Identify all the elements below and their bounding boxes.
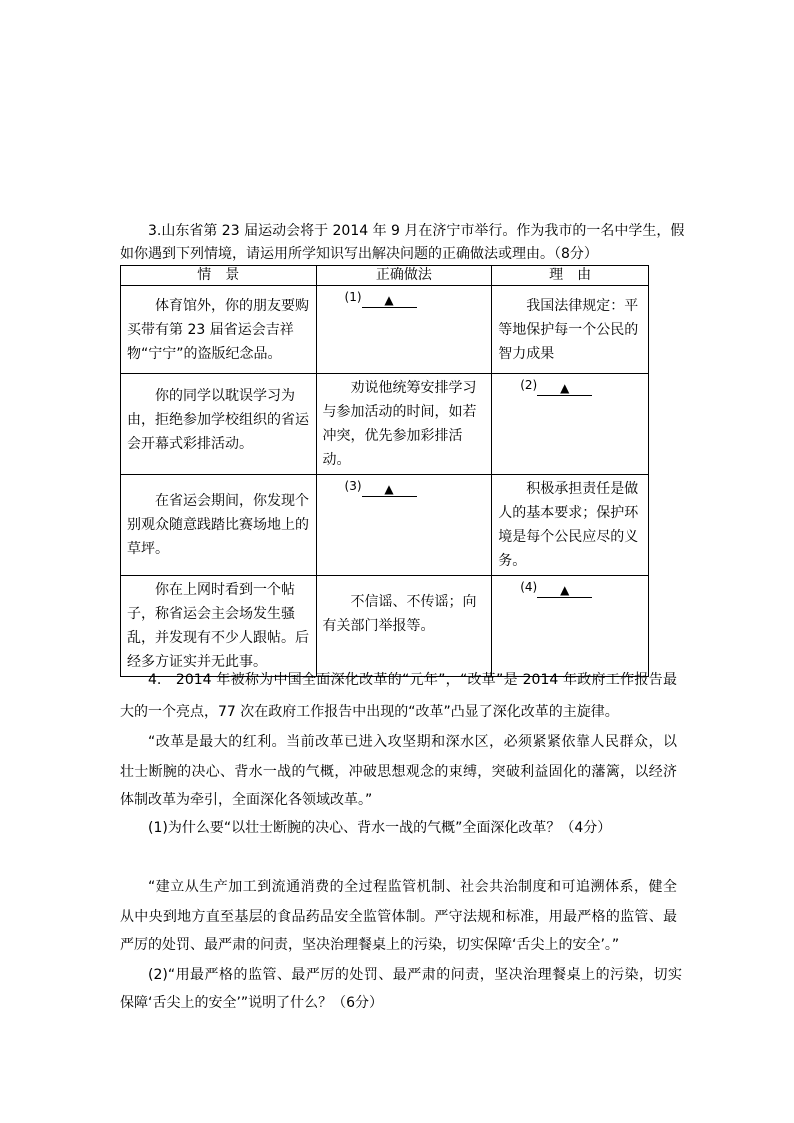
reason-cell: 积极承担责任是做人的基本要求；保护环境是每个公民应尽的义务。	[492, 475, 649, 576]
q4-line-1: 4. 2014 年被称为中国全面深化改革的“元年”，“改革”是 2014 年政府工作报告最	[148, 672, 677, 688]
table-row	[121, 374, 649, 475]
blank-number: (3)	[344, 479, 362, 493]
scene-cell: 在省运会期间，你发现个别观众随意践踏比赛场地上的草坪。	[121, 475, 317, 576]
q4-quote2-line-1: “建立从生产加工到流通消费的全过程监管机制、社会共治制度和可追溯体系，健全	[148, 879, 677, 895]
triangle-marker-icon: ▲	[362, 482, 417, 497]
method-cell: 劝说他统筹安排学习与参加活动的时间，如若冲突，优先参加彩排活动。	[316, 374, 492, 475]
q3-table	[120, 265, 649, 677]
method-cell: 不信谣、不传谣；向有关部门举报等。	[316, 576, 492, 677]
q4-quote2-line-3: 严厉的处罚、最严肃的问责，坚决治理餐桌上的污染，切实保障‘舌尖上的安全’。”	[120, 937, 620, 953]
method-blank-3[interactable]	[316, 475, 492, 576]
q3-intro-line-1: 3.山东省第 23 届运动会将于 2014 年 9 月在济宁市举行。作为我市的一名中学生，假	[148, 223, 685, 239]
q4-quote2-line-2: 从中央到地方直至基层的食品药品安全监管体制。严守法规和标准，用最严格的监管、最	[120, 909, 677, 925]
triangle-marker-icon: ▲	[362, 293, 417, 308]
blank-number: (2)	[520, 378, 538, 392]
q3-intro-line-2: 如你遇到下列情境，请运用所学知识写出解决问题的正确做法或理由。（8分）	[120, 246, 598, 262]
q4-quote-line-1: “改革是最大的红利。当前改革已进入攻坚期和深水区，必须紧紧依靠人民群众，以	[148, 734, 677, 750]
table-row	[121, 576, 649, 677]
scene-cell: 体育馆外，你的朋友要购买带有第 23 届省运会吉祥物“宁宁”的盗版纪念品。	[121, 286, 317, 374]
blank-number: (1)	[344, 290, 362, 304]
table-row	[121, 475, 649, 576]
q4-subquestion-2-cont: 保障‘舌尖上的安全’”说明了什么？（6分）	[120, 995, 384, 1011]
scene-cell: 你的同学以耽误学习为由，拒绝参加学校组织的省运会开幕式彩排活动。	[121, 374, 317, 475]
q4-subquestion-2: (2)“用最严格的监管、最严厉的处罚、最严肃的问责，坚决治理餐桌上的污染，切实	[148, 967, 682, 983]
triangle-marker-icon: ▲	[537, 583, 592, 598]
reason-cell: 我国法律规定：平等地保护每一个公民的智力成果	[492, 286, 649, 374]
triangle-marker-icon: ▲	[537, 381, 592, 396]
scene-cell: 你在上网时看到一个帖子，称省运会主会场发生骚乱，并发现有不少人跟帖。后经多方证实并无此事。	[121, 576, 317, 677]
method-blank-1[interactable]	[316, 286, 492, 374]
reason-blank-4[interactable]	[492, 576, 649, 677]
header-scene: 情 景	[121, 266, 317, 286]
table-row	[121, 286, 649, 374]
header-reason: 理 由	[492, 266, 649, 286]
reason-blank-2[interactable]	[492, 374, 649, 475]
q4-quote-line-3: 体制改革为牵引，全面深化各领域改革。”	[120, 792, 373, 808]
q4-subquestion-1: (1)为什么要“以壮士断腕的决心、背水一战的气概”全面深化改革？（4分）	[148, 820, 612, 836]
header-method: 正确做法	[316, 266, 492, 286]
q4-line-2: 大的一个亮点，77 次在政府工作报告中出现的“改革”凸显了深化改革的主旋律。	[120, 704, 619, 720]
blank-number: (4)	[520, 580, 538, 594]
q4-quote-line-2: 壮士断腕的决心、背水一战的气概，冲破思想观念的束缚，突破利益固化的藩篱，以经济	[120, 764, 677, 780]
table-header-row	[121, 266, 649, 286]
